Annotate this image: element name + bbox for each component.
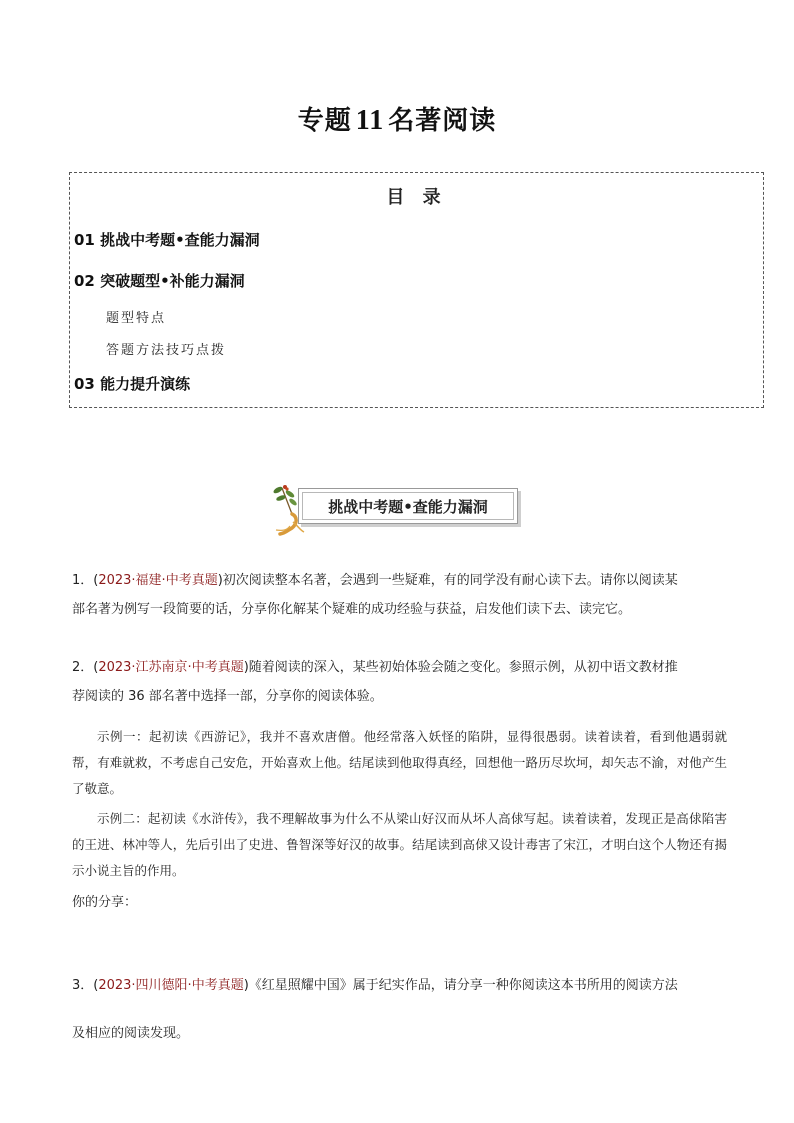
banner-frame bbox=[298, 488, 518, 524]
question-line: 部名著为例写一段简要的话，分享你化解某个疑难的成功经验与获益，启发他们读下去、读完它。 bbox=[72, 602, 632, 617]
share-label: 你的分享： bbox=[72, 895, 138, 910]
example-1: 示例一：起初读《西游记》，我并不喜欢唐僧。他经常落入妖怪的陷阱，显得很愚弱。读着读着，看到他遇弱就帮，有难就救，不考虑自己安危，开始喜欢上他。结尾读到他取得真经，回想他一路历尽坎坷，却矢志不渝，对他产生了敬意。 bbox=[72, 729, 727, 796]
question-line: 荐阅读的 36 部名著中选择一部，分享你的阅读体验。 bbox=[72, 689, 383, 704]
question-source-close: ) bbox=[217, 573, 223, 588]
ginseng-plant-icon bbox=[268, 484, 318, 536]
title-suffix: 名著阅读 bbox=[388, 106, 497, 136]
toc-item-03[interactable]: 03 能力提升演练 bbox=[74, 375, 191, 393]
question-line: 及相应的阅读发现。 bbox=[72, 1026, 190, 1041]
title-prefix: 专题 bbox=[297, 106, 352, 136]
toc-sub-item-features[interactable]: 题型特点 bbox=[106, 311, 167, 326]
toc-item-01[interactable]: 01 挑战中考题•查能力漏洞 bbox=[74, 231, 260, 249]
question-source: 2023·江苏南京·中考真题 bbox=[98, 660, 244, 675]
question-number: 2．( bbox=[72, 660, 99, 675]
question-line bbox=[72, 653, 727, 682]
toc-item-02[interactable]: 02 突破题型•补能力漏洞 bbox=[74, 272, 245, 290]
page-title bbox=[0, 100, 794, 137]
question-text: 《红星照耀中国》属于纪实作品，请分享一种你阅读这本书所用的阅读方法 bbox=[248, 978, 678, 993]
question-source-close: ) bbox=[243, 978, 249, 993]
toc-sub-item-methods[interactable]: 答题方法技巧点拨 bbox=[106, 343, 227, 358]
question-line bbox=[72, 962, 727, 1010]
question-2 bbox=[72, 653, 727, 711]
section-banner bbox=[268, 484, 522, 534]
title-number: 11 bbox=[355, 105, 385, 136]
question-3 bbox=[72, 962, 727, 1058]
example-2: 示例二：起初读《水浒传》，我不理解故事为什么不从梁山好汉而从坏人高俅写起。读着读着，发现正是高俅陷害的王进、林冲等人，先后引出了史进、鲁智深等好汉的故事。结尾读到高俅又设计毒害了宋江，才明白这个人物还有揭示小说主旨的作用。 bbox=[72, 811, 727, 878]
question-text: 随着阅读的深入，某些初始体验会随之变化。参照示例，从初中语文教材推 bbox=[248, 660, 678, 675]
question-line bbox=[72, 566, 727, 595]
question-number: 3．( bbox=[72, 978, 99, 993]
question-source: 2023·福建·中考真题 bbox=[98, 573, 218, 588]
banner-label: 挑战中考题•查能力漏洞 bbox=[328, 498, 488, 516]
question-source: 2023·四川德阳·中考真题 bbox=[98, 978, 244, 993]
question-1 bbox=[72, 566, 727, 624]
question-text: 初次阅读整本名著，会遇到一些疑难，有的同学没有耐心读下去。请你以阅读某 bbox=[222, 573, 678, 588]
question-number: 1．( bbox=[72, 573, 99, 588]
toc-heading: 目 录 bbox=[386, 187, 447, 208]
question-source-close: ) bbox=[243, 660, 249, 675]
table-of-contents bbox=[69, 172, 764, 408]
